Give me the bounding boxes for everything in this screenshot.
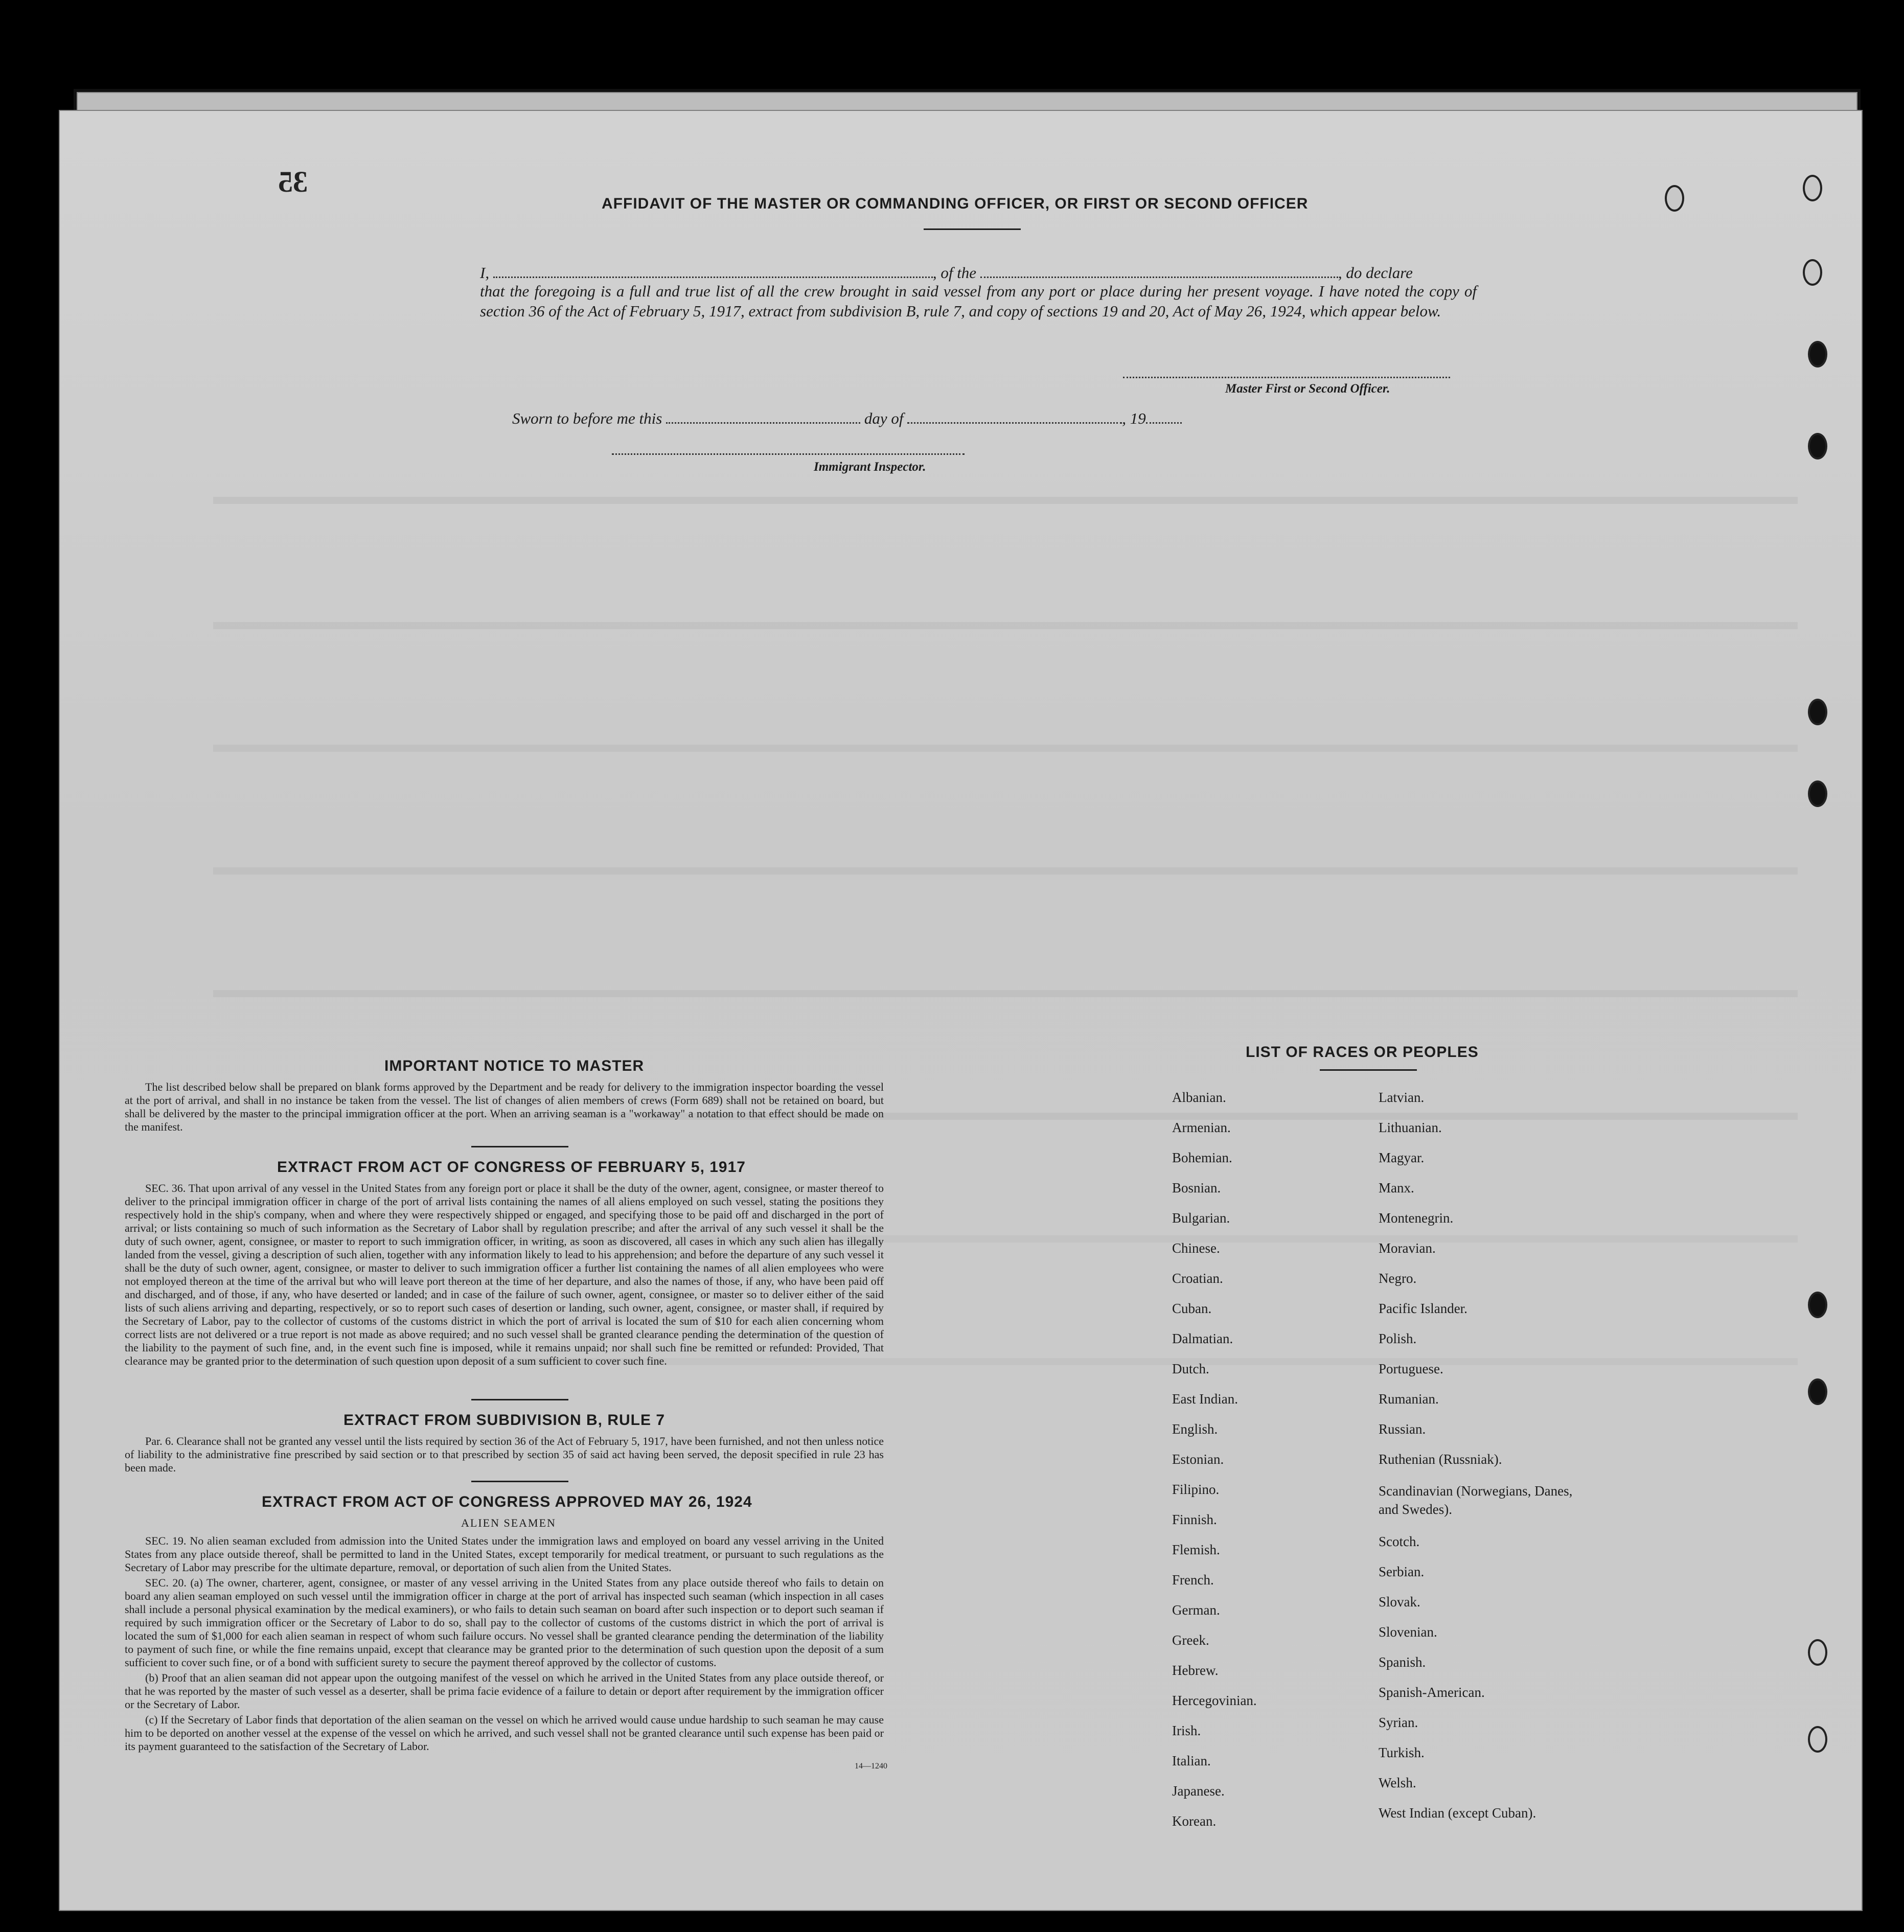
binder-hole-7	[1808, 780, 1827, 807]
race-item: Cuban.	[1172, 1301, 1212, 1316]
day-of-label: day of	[864, 409, 904, 427]
race-item: Rumanian.	[1379, 1391, 1439, 1407]
binder-hole-2	[1803, 175, 1822, 201]
inspector-signature-line[interactable]	[612, 453, 965, 455]
race-item: Croatian.	[1172, 1271, 1223, 1286]
race-item: French.	[1172, 1572, 1214, 1588]
binder-hole-10	[1808, 1639, 1827, 1666]
race-item: Irish.	[1172, 1723, 1201, 1738]
extract-1924-title: EXTRACT FROM ACT OF CONGRESS APPROVED MAY 26, 1924	[262, 1493, 752, 1510]
races-title: LIST OF RACES OR PEOPLES	[1246, 1044, 1479, 1061]
race-item: Slovak.	[1379, 1594, 1420, 1609]
sworn-year-field[interactable]	[1146, 405, 1182, 424]
declaration-line	[480, 259, 1413, 282]
extract-rule7-title: EXTRACT FROM SUBDIVISION B, RULE 7	[343, 1412, 666, 1429]
section-20a-paragraph: SEC. 20. (a) The owner, charterer, agent, consignee, or master of any vessel arriving in the United States from any place outside thereof who fails to detain on board any alien seaman employed on such vessel until the immigration officer in charge at the port of arrival has inspected such seaman (which inspection in all cases shall include a personal physical examination by the medical examiners), or who fails to detain such seaman on board after such inspection or to deport such seaman if required by such immigration officer or the Secretary of Labor to do so, shall pay to the collector of customs of the customs district in which the port of arrival is located the sum of $1,000 for each alien seaman in respect of whom such failure occurs. No vessel shall be granted clearance pending the determination of the liability to payment of such fine, or while the fine remains unpaid, except that clearance may be granted prior to the determination of such question upon the deposit of a sum sufficient to cover such fine, or of a bond with sufficient surety to secure the payment thereof approved by the collector of customs.	[125, 1576, 884, 1669]
divider	[471, 1481, 568, 1482]
race-item: East Indian.	[1172, 1391, 1238, 1407]
affidavit-title: AFFIDAVIT OF THE MASTER OR COMMANDING OFFICER, OR FIRST OR SECOND OFFICER	[602, 195, 1309, 212]
binder-hole-11	[1808, 1726, 1827, 1753]
race-item: Turkish.	[1379, 1745, 1425, 1760]
race-item: Portuguese.	[1379, 1361, 1443, 1376]
race-item: Slovenian.	[1379, 1624, 1437, 1640]
race-item: Pacific Islander.	[1379, 1301, 1467, 1316]
race-item: Estonian.	[1172, 1452, 1224, 1467]
race-item: Dutch.	[1172, 1361, 1209, 1376]
race-item: Dalmatian.	[1172, 1331, 1233, 1346]
binder-hole-8	[1808, 1292, 1827, 1318]
race-item: Filipino.	[1172, 1482, 1220, 1497]
race-item: Polish.	[1379, 1331, 1417, 1346]
race-item: Spanish-American.	[1379, 1685, 1485, 1700]
race-item: Montenegrin.	[1379, 1210, 1454, 1226]
race-item: Korean.	[1172, 1813, 1217, 1829]
section-19-paragraph: SEC. 19. No alien seaman excluded from admission into the United States under the immigration laws and employed on board any vessel arriving in the United States from any place outside thereof, shall be permitted to land in the United States, except temporarily for medical treatment, or pursuant to such regulations as the Secretary of Labor may prescribe for the ultimate departure, removal, or deportation of such alien from the United States.	[125, 1534, 884, 1574]
binder-hole-1	[1665, 185, 1684, 212]
notice-text	[125, 1080, 884, 1136]
binder-hole-6	[1808, 699, 1827, 725]
form-number: 14—1240	[855, 1762, 887, 1770]
race-item: Italian.	[1172, 1753, 1211, 1768]
par-6-paragraph: Par. 6. Clearance shall not be granted any vessel until the lists required by section 36 of the Act of February 5, 1917, have been furnished, and not then unless notice of liability to the administrative fine prescribed by said section or to that prescribed by section 35 of said act having been served, the deposit specified in rule 23 has been made.	[125, 1435, 884, 1474]
binder-hole-9	[1808, 1378, 1827, 1405]
race-item: West Indian (except Cuban).	[1379, 1805, 1536, 1821]
race-item: Hebrew.	[1172, 1663, 1219, 1678]
race-item: Scandinavian (Norwegians, Danes, and Swedes).	[1379, 1483, 1573, 1517]
document-page	[59, 110, 1863, 1911]
race-item: German.	[1172, 1602, 1220, 1618]
divider	[471, 1399, 568, 1400]
sworn-day-field[interactable]	[666, 405, 860, 424]
extract-1924-text	[125, 1534, 884, 1755]
divider	[1320, 1069, 1417, 1071]
race-item: Latvian.	[1379, 1090, 1425, 1105]
races-column-1	[1172, 1090, 1356, 1844]
binder-hole-3	[1803, 259, 1822, 286]
race-item: Greek.	[1172, 1632, 1209, 1648]
race-item: Armenian.	[1172, 1120, 1231, 1135]
race-item: Syrian.	[1379, 1715, 1418, 1730]
binder-hole-4	[1808, 341, 1827, 367]
race-item: Hercegovinian.	[1172, 1693, 1257, 1708]
race-item: Manx.	[1379, 1180, 1414, 1195]
declaration-of-the: , of the	[932, 264, 977, 282]
sworn-label: Sworn to before me this	[512, 409, 662, 427]
master-name-field[interactable]	[493, 259, 933, 278]
divider	[471, 1146, 568, 1147]
race-item: Lithuanian.	[1379, 1120, 1442, 1135]
alien-seamen-subtitle: ALIEN SEAMEN	[461, 1516, 556, 1529]
page-mark: 35	[278, 165, 308, 198]
race-item: Russian.	[1379, 1421, 1426, 1437]
section-36-paragraph: SEC. 36. That upon arrival of any vessel in the United States from any foreign port or place it shall be the duty of the owner, agent, consignee, or master thereof to deliver to the principal immigration officer in charge of the port of arrival lists containing the names of all aliens employed on such vessel, stating the positions they respectively hold in the ship's company, when and where they were respectively shipped or engaged, and specifying those to be paid off and discharged in the port of arrival; or lists containing so much of such information as the Secretary of Labor shall by regulation prescribe; and after the arrival of any such vessel it shall be the duty of such owner, agent, consignee, or master to report to such immigration officer, in writing, as soon as discovered, all cases in which any such alien has illegally landed from the vessel, giving a description of such alien, together with any information likely to lead to his apprehension; and before the departure of any such vessel it shall be the duty of such owner, agent, consignee, or master to deliver to such immigration officer a further list containing the names of all alien employees who were not employed thereon at the time of the arrival but who will leave port thereon at the time of her departure, and also the names of those, if any, who have been paid off and discharged, and of those, if any, who have deserted or landed; and in case of the failure of such owner, agent, consignee, or master so to deliver either of the said lists of such aliens arriving and departing, respectively, or so to report such cases of desertion or landing, such owner, agent, consignee, or master shall, if required by the Secretary of Labor, pay to the collector of customs of the customs district in which the port of arrival is located the sum of $10 for each alien concerning whom correct lists are not delivered or a true report is not made as above required; and no such vessel shall be granted clearance pending the determination of the question of the liability to the payment of such fine, and, in the event such fine is imposed, while it remains unpaid; nor shall such fine be remitted or refunded: Provided, That clearance may be granted prior to the determination of such question upon deposit of a sum sufficient to cover such fine.	[125, 1182, 884, 1367]
extract-rule7-text	[125, 1435, 884, 1477]
section-20c-paragraph: (c) If the Secretary of Labor finds that deportation of the alien seaman on the vessel on which he arrived would cause undue hardship to such seaman he may cause him to be deported on another vessel at the expense of the vessel on which he arrived, and such vessel shall not be granted clearance until such expense has been paid or its payment guaranteed to the satisfaction of the Secretary of Labor.	[125, 1713, 884, 1753]
race-item: Magyar.	[1379, 1150, 1425, 1165]
race-item: Chinese.	[1172, 1240, 1220, 1256]
affidavit-body: that the foregoing is a full and true list of all the crew brought in said vessel from any port or place during her present voyage. I have noted the copy of section 36 of the Act of February 5, 1917, extract from subdivision B, rule 7, and copy of sections 19 and 20, Act of May 26, 1924, which appear below.	[480, 282, 1477, 320]
declaration-declare: , do declare	[1338, 264, 1413, 282]
master-signature-line[interactable]	[1123, 377, 1450, 378]
race-item: Serbian.	[1379, 1564, 1425, 1579]
extract-1917-text	[125, 1182, 884, 1370]
race-item: Finnish.	[1172, 1512, 1217, 1527]
race-item: Bohemian.	[1172, 1150, 1232, 1165]
master-signature-label: Master First or Second Officer.	[1225, 382, 1390, 396]
vessel-name-field[interactable]	[980, 259, 1338, 278]
race-item: Moravian.	[1379, 1240, 1436, 1256]
race-item: Welsh.	[1379, 1775, 1416, 1790]
binder-hole-5	[1808, 433, 1827, 459]
year-label: , 19	[1122, 409, 1146, 427]
divider	[924, 228, 1021, 230]
races-column-2	[1379, 1090, 1593, 1835]
race-item: Flemish.	[1172, 1542, 1220, 1557]
race-item: English.	[1172, 1421, 1218, 1437]
race-item: Spanish.	[1379, 1654, 1426, 1670]
race-item: Ruthenian (Russniak).	[1379, 1452, 1502, 1467]
race-item: Japanese.	[1172, 1783, 1225, 1799]
race-item: Negro.	[1379, 1271, 1417, 1286]
notice-title: IMPORTANT NOTICE TO MASTER	[384, 1057, 645, 1074]
race-item: Bosnian.	[1172, 1180, 1221, 1195]
race-item: Albanian.	[1172, 1090, 1226, 1105]
inspector-label: Immigrant Inspector.	[814, 460, 926, 474]
race-item: Bulgarian.	[1172, 1210, 1230, 1226]
race-item: Scotch.	[1379, 1534, 1420, 1549]
notice-paragraph: The list described below shall be prepared on blank forms approved by the Department and be ready for delivery to the immigration inspector boarding the vessel at the port of arrival, and shall in no instance be taken from the vessel. The list of changes of alien members of crews (Form 689) shall not be retained on board, but shall be delivered by the master to the principal immigration officer at the port. When an arriving seaman is a "workaway" a notation to that effect should be made on the manifest.	[125, 1080, 884, 1133]
sworn-month-field[interactable]	[907, 405, 1122, 424]
declaration-i: I,	[480, 264, 490, 282]
sworn-line	[512, 405, 1182, 428]
section-20b-paragraph: (b) Proof that an alien seaman did not appear upon the outgoing manifest of the vessel on which he arrived in the United States from any place outside thereof, or that he was reported by the master of such vessel as a deserter, shall be prima facie evidence of a failure to detain or deport after requirement by the immigration officer or the Secretary of Labor.	[125, 1671, 884, 1711]
extract-1917-title: EXTRACT FROM ACT OF CONGRESS OF FEBRUARY 5, 1917	[277, 1159, 746, 1176]
